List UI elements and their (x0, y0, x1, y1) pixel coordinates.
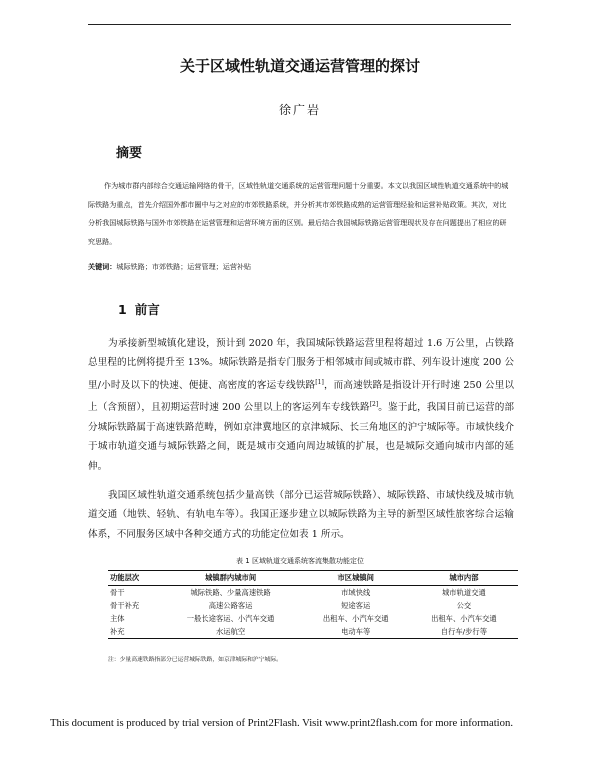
section-heading (118, 300, 160, 318)
table-cell: 出租车、小汽车交通 (322, 613, 389, 623)
table-cell: 电动车等 (302, 625, 410, 639)
p1-segment: 。鉴于此，我国目前已运营的部分城际铁路属于高速铁路范畴，例如京津冀地区的京津城际、长三角地区的沪宁城际等。市域快线介于城市轨道交通与城际铁路之间，既是城市交通向周边城镇的扩展，也是城际交通向城市内部的延伸。 (88, 402, 514, 472)
p1-segment: ，而高速铁路是指设计开行时速 250 公里以上（含预留），且初期运营时速 200 公里以上的客运列车专线铁路 (88, 380, 514, 414)
section-number: 1 (118, 302, 127, 317)
abstract-heading: 摘要 (116, 146, 143, 161)
table-cell: 主体 (110, 613, 125, 623)
trial-footer: This document is produced by trial version of Print2Flash. Visit www.print2flash.com for more information. (50, 717, 514, 729)
table-header-cell: 功能层次 (108, 571, 160, 586)
keywords (88, 262, 251, 272)
table-cell: 市域快线 (341, 587, 371, 597)
table-header-cell: 城市内部 (410, 571, 518, 586)
table-header-cell: 市区城镇间 (302, 571, 410, 586)
citation-1[interactable]: [1] (315, 378, 324, 386)
keywords-label: 关键词： (88, 262, 117, 271)
table-caption: 表 1 区域轨道交通系统客流集散功能定位 (236, 557, 364, 565)
table-row (108, 625, 518, 639)
table-cell: 城际铁路、少量高速铁路 (190, 587, 271, 597)
table-cell: 骨干 (110, 587, 125, 597)
p1-segment: 为承接新型城镇化建设，预计到 2020 年，我国城际铁路运营里程将超过 1.6 万公里，占铁路总里程的比例将提升至 13%。城际铁路是指专门服务于相邻城市间或城市群、列车设计速度 200 公里/小时及以下的快速、便捷、高密度的客运专线铁路 (88, 338, 514, 391)
function-table (108, 570, 518, 639)
table-row (108, 599, 518, 612)
table-note: 注：少量高速铁路指部分已运营城际铁路，如京津城际和沪宁城际。 (108, 657, 282, 663)
abstract-body (88, 177, 512, 251)
table-cell: 出租车、小汽车交通 (431, 613, 497, 623)
table-header-cell: 城镇群内城市间 (160, 571, 302, 586)
table-cell: 公交 (456, 600, 472, 610)
table-header-row (108, 571, 518, 586)
paragraph-2 (88, 486, 514, 544)
paragraph-1-text (88, 334, 514, 476)
table-cell: 水运航空 (160, 625, 302, 639)
author-name: 徐广岩 (278, 103, 321, 117)
keywords-text: 城际铁路；市郊铁路；运营管理；运营补贴 (116, 262, 252, 271)
paragraph-2-text: 我国区域性轨道交通系统包括少量高铁（部分已运营城际铁路）、城际铁路、市域快线及城市轨道交通（地铁、轻轨、有轨电车等）。我国正逐步建立以城际铁路为主导的新型区域性旅客综合运输体系，不同服务区域中各种交通方式的功能定位如表 1 所示。 (88, 490, 514, 540)
citation-2[interactable]: [2] (369, 401, 379, 409)
section-title: 前言 (134, 302, 160, 317)
header-rule (88, 24, 511, 25)
table-cell: 骨干补充 (110, 600, 140, 610)
table-cell: 一般长途客运、小汽车交通 (186, 613, 275, 623)
table-row (108, 586, 518, 600)
table-cell: 高速公路客运 (208, 600, 253, 610)
table-row (108, 612, 518, 625)
paper-title: 关于区域性轨道交通运营管理的探讨 (179, 57, 420, 75)
table-cell: 自行车/步行等 (410, 625, 518, 639)
abstract-text: 作为城市群内部综合交通运输网络的骨干，区域性轨道交通系统的运营管理问题十分重要。本文以我国区域性轨道交通系统中的城际铁路为重点，首先介绍国外都市圈中与之对应的市郊铁路系统，并分析其市郊铁路成熟的运营管理经验和运营补贴政策。其次，对比分析我国城际铁路与国外市郊铁路在运营管理和运营环境方面的区别。最后结合我国城际铁路运营管理现状及存在问题提出了相应的研究思路。 (88, 181, 509, 246)
table-cell: 补充 (108, 625, 160, 639)
table-cell: 城市轨道交通 (442, 587, 486, 597)
table-cell: 短途客运 (341, 600, 371, 610)
paragraph-1 (88, 334, 514, 476)
